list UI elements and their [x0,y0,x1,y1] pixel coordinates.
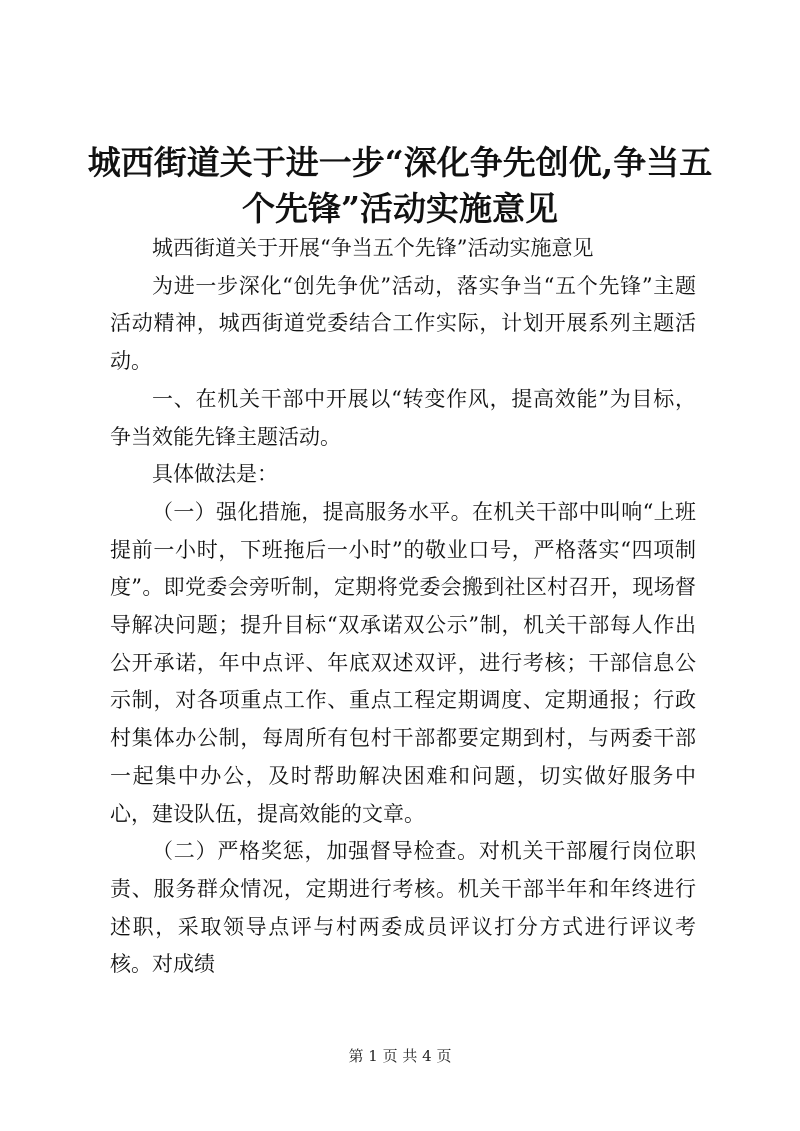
section-one-heading: 一、在机关干部中开展以“转变作风，提高效能”为目标，争当效能先锋主题活动。 [110,386,696,449]
page-number-footer: 第 1 页 共 4 页 [348,1047,452,1065]
method-heading: 具体做法是： [152,462,278,487]
measure-one-paragraph: （一）强化措施，提高服务水平。在机关干部中叫响“上班提前一小时，下班拖后一小时”的敬业口号，严格落实“四项制度”。即党委会旁听制，定期将党委会搬到社区村召开，现场督导解决问题；提升目标“双承诺双公示”制，机关干部每人作出公开承诺，年中点评、年底双述双评，进行考核；干部信息公示制，对各项重点工作、重点工程定期调度、定期通报；行政村集体办公制，每周所有包村干部都要定期到村，与两委干部一起集中办公，及时帮助解决困难和问题，切实做好服务中心，建设队伍，提高效能的文章。 [110,499,696,826]
title-line-2: 个先锋”活动实施意见 [242,189,558,228]
intro-paragraph: 为进一步深化“创先争优”活动，落实争当“五个先锋”主题活动精神，城西街道党委结合工作实际，计划开展系列主题活动。 [110,273,696,374]
title-line-1: 城西街道关于进一步“深化争先创优,争当五 [87,143,713,182]
document-title [60,140,740,232]
measure-two-paragraph: （二）严格奖惩，加强督导检查。对机关干部履行岗位职责、服务群众情况，定期进行考核。机关干部半年和年终进行述职，采取领导点评与村两委成员评议打分方式进行评议考核。对成绩 [110,839,696,977]
subtitle-paragraph: 城西街道关于开展“争当五个先锋”活动实施意见 [152,236,594,260]
document-body [110,230,696,984]
